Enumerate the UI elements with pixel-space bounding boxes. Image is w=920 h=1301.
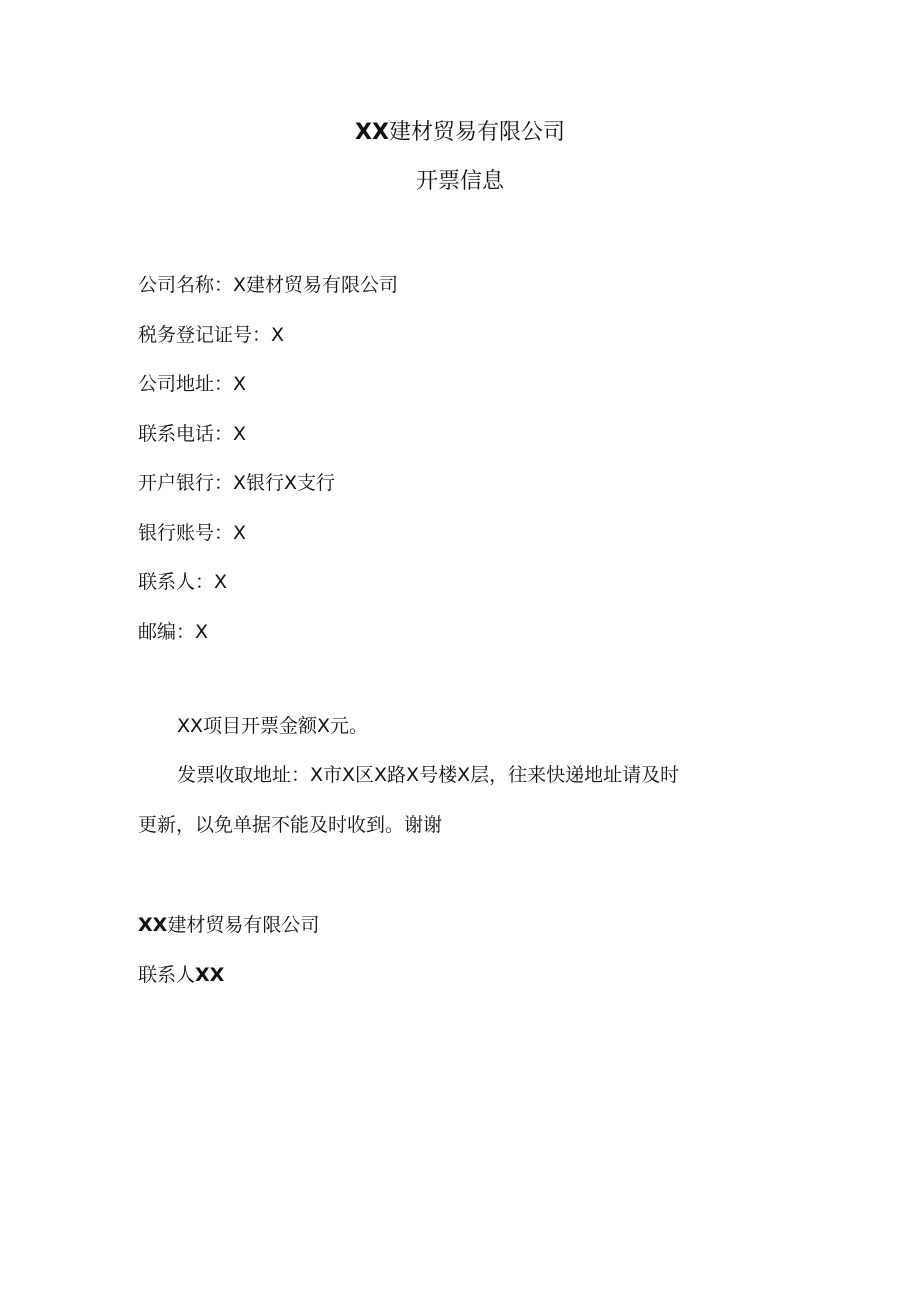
signature-contact-value: XX <box>195 964 225 986</box>
info-address: 公司地址：X <box>138 373 247 395</box>
document-title <box>0 118 920 148</box>
title-company-name: 建材贸易有限公司 <box>388 120 565 145</box>
signature-company-name: 建材贸易有限公司 <box>167 914 320 936</box>
info-tax-id: 税务登记证号：X <box>138 324 285 346</box>
info-contact: 联系人：X <box>138 571 228 593</box>
signature-contact-label: 联系人 <box>138 964 196 986</box>
document-subtitle: 开票信息 <box>415 169 504 194</box>
title-company-prefix: XX <box>355 120 389 145</box>
invoice-address-line2: 更新，以免单据不能及时收到。谢谢 <box>138 814 443 836</box>
signature-company-prefix: XX <box>138 914 168 936</box>
info-company-name: 公司名称：X建材贸易有限公司 <box>138 274 399 296</box>
invoice-amount-text: XX项目开票金额X元。 <box>177 715 369 737</box>
info-bank: 开户银行：X银行X支行 <box>138 472 336 494</box>
signature-company <box>138 911 319 939</box>
invoice-address-line1: 发票收取地址：X市X区X路X号楼X层，往来快递地址请及时 <box>177 764 680 786</box>
info-postcode: 邮编：X <box>138 621 209 643</box>
info-phone: 联系电话：X <box>138 423 247 445</box>
info-account: 银行账号：X <box>138 522 247 544</box>
signature-contact <box>138 961 224 989</box>
